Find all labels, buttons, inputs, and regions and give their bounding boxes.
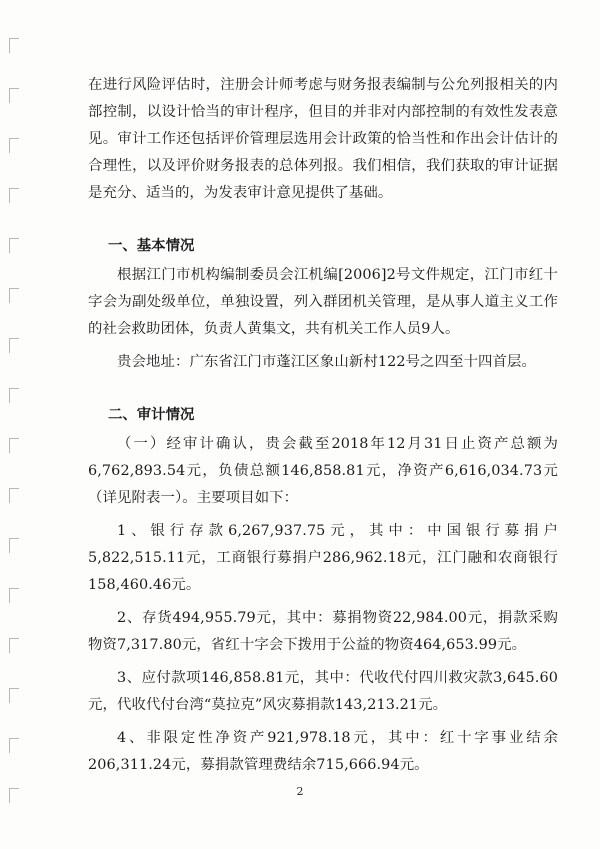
bank-deposit-item: 1、银行存款6,267,937.75元，其中：中国银行募捐户5,822,515.11元，工商银行募捐户286,962.18元，江门融和农商银行158,460.46元。 — [88, 523, 558, 593]
page-number: 2 — [296, 785, 304, 798]
binding-mark — [9, 588, 19, 603]
section-heading-audit: 二、审计情况 — [108, 406, 195, 423]
binding-mark — [9, 738, 19, 753]
binding-mark — [9, 438, 19, 453]
binding-mark — [9, 338, 19, 353]
document-body — [88, 72, 558, 779]
basic-info-paragraph: 根据江门市机构编制委员会江机编[2006]2号文件规定，江门市红十字会为副处级单位，单独设置，列入群团机关管理，是从事人道主义工作的社会救助团体，负责人黄集文，共有机关工作人员9人。 — [88, 267, 558, 337]
inventory-item: 2、存货494,955.79元，其中：募捐物资22,984.00元，捐款采购物资7,317.80元，省红十字会下拨用于公益的物资464,653.99元。 — [88, 610, 558, 653]
payables-item: 3、应付款项146,858.81元，其中：代收代付四川救灾款3,645.60元，代收代付台湾“莫拉克”风灾募捐款143,213.21元。 — [88, 670, 558, 713]
binding-mark — [9, 38, 19, 53]
binding-mark — [9, 538, 19, 553]
binding-mark — [9, 238, 19, 253]
section-heading-basic-info: 一、基本情况 — [108, 237, 195, 254]
binding-mark — [9, 88, 19, 103]
binding-mark — [9, 138, 19, 153]
binding-mark — [9, 688, 19, 703]
binding-mark — [9, 638, 19, 653]
audit-scope-paragraph: 在进行风险评估时，注册会计师考虑与财务报表编制与公允列报相关的内部控制，以设计恰当的审计程序，但目的并非对内部控制的有效性发表意见。审计工作还包括评价管理层选用会计政策的恰当性和作出会计估计的合理性，以及评价财务报表的总体列报。我们相信，我们获取的审计证据是充分、适当的，为发表审计意见提供了基础。 — [88, 77, 558, 201]
binding-mark — [9, 488, 19, 503]
address-paragraph: 贵会地址：广东省江门市蓬江区象山新村122号之四至十四首层。 — [117, 354, 537, 370]
binding-mark — [9, 288, 19, 303]
binding-mark — [9, 188, 19, 203]
binding-mark — [9, 388, 19, 403]
net-assets-item: 4、非限定性净资产921,978.18元，其中：红十字事业结余206,311.24元，募捐款管理费结余715,666.94元。 — [88, 730, 558, 773]
audit-summary-paragraph: （一）经审计确认，贵会截至2018年12月31日止资产总额为6,762,893.54元，负债总额146,858.81元，净资产6,616,034.73元（详见附表一）。主要项目如下： — [88, 436, 558, 506]
